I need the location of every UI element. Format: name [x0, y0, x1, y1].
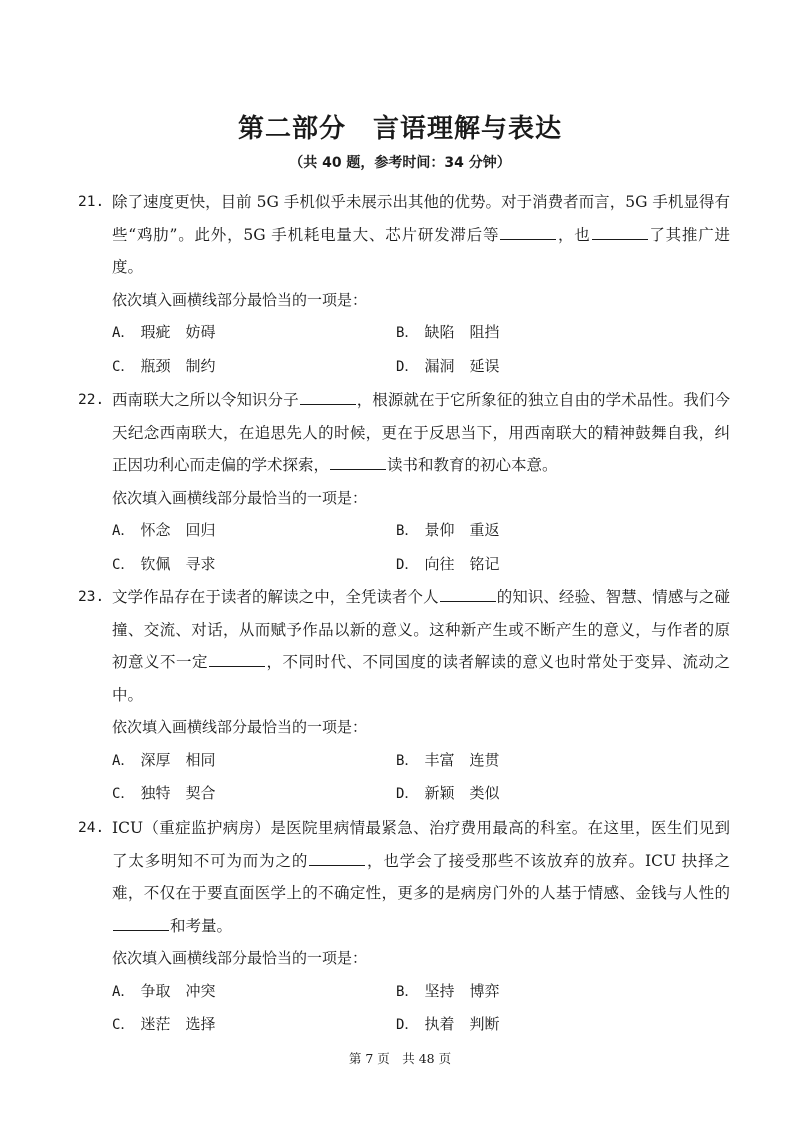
section-title: 第二部分 言语理解与表达: [237, 114, 562, 144]
stem-part: ，也: [557, 225, 591, 244]
option-text: 瓶颈 制约: [140, 356, 216, 375]
option-letter: C．: [112, 786, 135, 802]
option-text: 独特 契合: [140, 784, 216, 802]
option-letter: C．: [112, 1017, 135, 1033]
option-letter: A．: [112, 325, 135, 341]
option-text: 漏洞 延误: [424, 356, 500, 375]
option-b[interactable]: [396, 975, 680, 1009]
option-b[interactable]: [396, 514, 680, 548]
question-text: [112, 812, 730, 942]
question-text: [112, 384, 730, 482]
stem-part: ICU（重症监护病房）是医院里病情最紧急、治疗费用最高的科室。在这里，医生们见到了太多明知不可为而为之的: [112, 819, 730, 870]
option-letter: B．: [396, 523, 419, 539]
option-text: 缺陷 阻挡: [424, 323, 500, 341]
stem-part: ，根源就在于它所象征的独立自由的学术品性。我们今天纪念西南联大，在追思先人的时候，更在于反思当下，用西南联大的精神鼓舞自我，纠正因功利心而走偏的学术探索，: [112, 391, 730, 474]
option-text: 新颖 类似: [424, 784, 500, 802]
option-a[interactable]: [112, 744, 396, 778]
option-letter: A．: [112, 523, 135, 539]
option-grid: [112, 975, 730, 1042]
question-23: [78, 581, 730, 811]
option-letter: B．: [396, 983, 419, 1000]
question-text: [112, 581, 730, 711]
option-c[interactable]: [112, 548, 396, 582]
stem-part: ，也学会了接受那些不该放弃的放弃。ICU 抉择之难，不仅在于要直面医学上的不确定性，更多的是病房门外的人基于情感、金钱与人性的: [112, 851, 730, 902]
question-21: [78, 186, 730, 383]
fill-blank: [592, 223, 648, 240]
question-stem: [78, 186, 730, 284]
option-text: 争取 冲突: [140, 981, 216, 1000]
stem-part: 西南联大之所以令知识分子: [112, 391, 299, 409]
question-stem: [78, 384, 730, 482]
option-text: 怀念 回归: [140, 521, 216, 539]
option-text: 瑕疵 妨碍: [140, 323, 216, 341]
fill-blank: [300, 388, 356, 405]
fill-blank: [209, 650, 265, 667]
option-text: 钦佩 寻求: [140, 554, 216, 573]
question-stem: [78, 812, 730, 942]
option-grid: [112, 744, 730, 811]
option-text: 丰富 连贯: [424, 750, 500, 769]
option-letter: A．: [112, 983, 135, 1000]
option-d[interactable]: [396, 777, 680, 811]
option-letter: A．: [112, 752, 135, 769]
option-text: 执着 判断: [424, 1015, 500, 1033]
option-letter: D．: [396, 556, 419, 573]
question-stem: [78, 581, 730, 711]
option-b[interactable]: [396, 744, 680, 778]
page-footer: 第 7 页 共 48 页: [348, 1051, 452, 1066]
question-number: 21.: [78, 194, 105, 210]
option-d[interactable]: [396, 1008, 680, 1042]
option-text: 向往 铭记: [424, 554, 500, 573]
option-d[interactable]: [396, 548, 680, 582]
option-letter: C．: [112, 358, 135, 375]
option-letter: D．: [396, 358, 419, 375]
question-prompt: 依次填入画横线部分最恰当的一项是：: [112, 718, 368, 736]
option-grid: [112, 514, 730, 581]
stem-part: 读书和教育的初心本意。: [387, 456, 558, 474]
question-number: 24.: [78, 820, 105, 836]
stem-part: 了其推广进度。: [112, 225, 730, 276]
stem-part: ，不同时代、不同国度的读者解读的意义也时常处于变异、流动之中。: [112, 653, 730, 704]
fill-blank: [440, 585, 496, 602]
option-a[interactable]: [112, 975, 396, 1009]
fill-blank: [500, 223, 556, 240]
question-22: [78, 384, 730, 581]
fill-blank: [330, 453, 386, 470]
option-b[interactable]: [396, 316, 680, 350]
option-c[interactable]: [112, 1008, 396, 1042]
option-grid: [112, 316, 730, 383]
stem-part: 的知识、经验、智慧、情感与之碰撞、交流、对话，从而赋予作品以新的意义。这种新产生或不断产生的意义，与作者的原初意义不一定: [112, 588, 730, 671]
fill-blank: [113, 914, 169, 931]
option-a[interactable]: [112, 514, 396, 548]
option-letter: B．: [396, 325, 419, 341]
option-text: 坚持 博弈: [424, 981, 500, 1000]
fill-blank: [309, 849, 365, 866]
option-a[interactable]: [112, 316, 396, 350]
option-d[interactable]: [396, 350, 680, 384]
question-prompt: 依次填入画横线部分最恰当的一项是：: [112, 488, 368, 507]
option-letter: D．: [396, 786, 419, 802]
stem-part: 除了速度更快，目前 5G 手机似乎未展示出其他的优势。对于消费者而言，5G 手机显得有些“鸡肋”。此外，5G 手机耗电量大、芯片研发滞后等: [112, 193, 730, 244]
question-number: 23.: [78, 589, 105, 605]
stem-part: 文学作品存在于读者的解读之中，全凭读者个人: [112, 588, 439, 606]
option-text: 迷茫 选择: [140, 1015, 216, 1033]
option-letter: D．: [396, 1017, 419, 1033]
question-number: 22.: [78, 392, 105, 408]
question-24: [78, 812, 730, 1042]
option-text: 景仰 重返: [424, 521, 500, 539]
section-subtitle: （共 40 题，参考时间：34 分钟）: [289, 155, 511, 171]
option-letter: B．: [396, 752, 419, 769]
question-prompt: 依次填入画横线部分最恰当的一项是：: [112, 290, 368, 309]
question-text: [112, 186, 730, 284]
stem-part: 和考量。: [170, 916, 233, 935]
option-c[interactable]: [112, 350, 396, 384]
option-c[interactable]: [112, 777, 396, 811]
question-prompt: 依次填入画横线部分最恰当的一项是：: [112, 949, 368, 967]
option-letter: C．: [112, 556, 135, 573]
option-text: 深厚 相同: [140, 750, 216, 769]
